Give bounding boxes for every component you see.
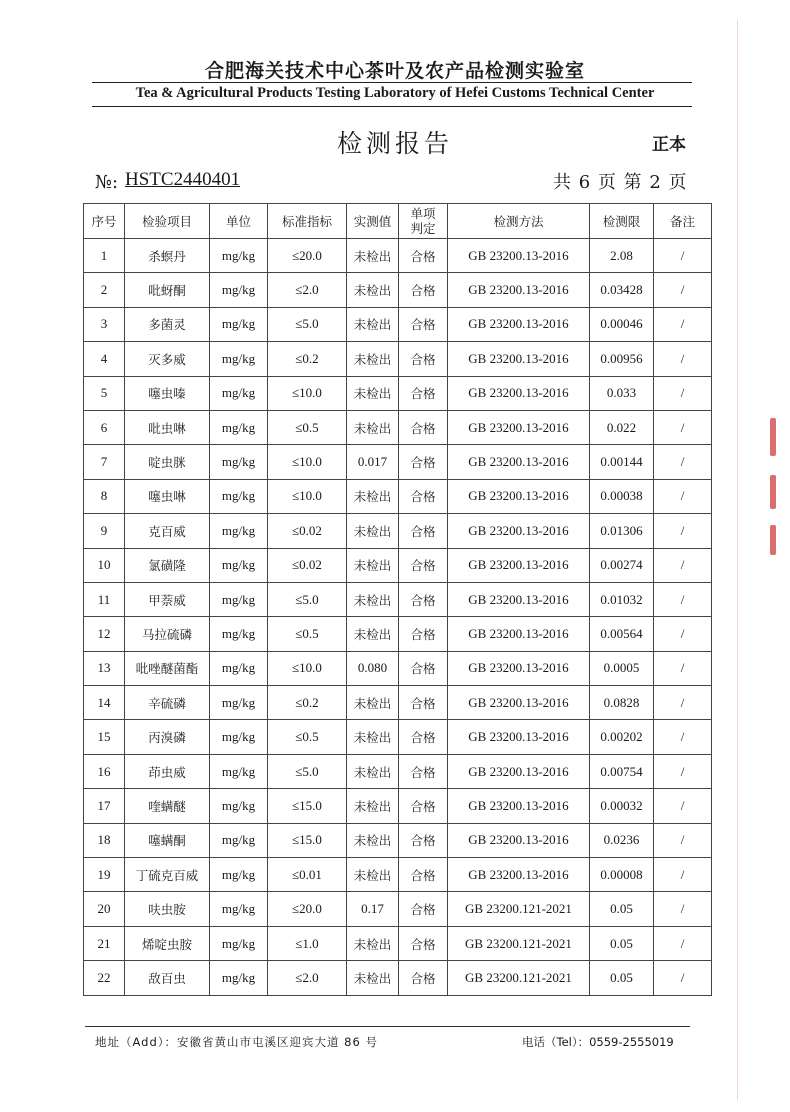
cell-col-unit: mg/kg [210, 720, 268, 754]
cell-col-standard: ≤2.0 [268, 273, 347, 307]
header-rule-lower [92, 106, 692, 107]
cell-col-measured: 未检出 [347, 273, 399, 307]
cell-col-method: GB 23200.13-2016 [448, 617, 590, 651]
cell-col-standard: ≤0.5 [268, 410, 347, 444]
report-number-label: №: [95, 172, 119, 193]
cell-col-unit: mg/kg [210, 514, 268, 548]
cell-col-method: GB 23200.13-2016 [448, 582, 590, 616]
cell-col-standard: ≤0.5 [268, 720, 347, 754]
cell-col-judgement: 合格 [399, 720, 448, 754]
footer-rule [85, 1026, 690, 1027]
cell-col-item: 克百威 [125, 514, 210, 548]
cell-col-unit: mg/kg [210, 858, 268, 892]
cell-col-method: GB 23200.13-2016 [448, 720, 590, 754]
cell-col-index: 13 [84, 651, 125, 685]
cell-col-judgement: 合格 [399, 686, 448, 720]
table-row [84, 754, 712, 788]
cell-col-judgement: 合格 [399, 479, 448, 513]
table-body [84, 239, 712, 996]
footer-address: 地址（Add）：安徽省黄山市屯溪区迎宾大道 86 号 [95, 1035, 378, 1049]
cell-col-item: 马拉硫磷 [125, 617, 210, 651]
report-number: HSTC2440401 [125, 169, 241, 190]
cell-col-limit: 0.05 [590, 892, 654, 926]
cell-col-method: GB 23200.13-2016 [448, 410, 590, 444]
header-col-standard: 标准指标 [268, 204, 347, 239]
cell-col-unit: mg/kg [210, 342, 268, 376]
header-col-measured: 实测值 [347, 204, 399, 239]
cell-col-method: GB 23200.121-2021 [448, 892, 590, 926]
cell-col-unit: mg/kg [210, 582, 268, 616]
table-row [84, 376, 712, 410]
cell-col-remark: / [654, 720, 712, 754]
cell-col-standard: ≤0.2 [268, 686, 347, 720]
cell-col-measured: 未检出 [347, 823, 399, 857]
cell-col-limit: 0.00274 [590, 548, 654, 582]
table-row [84, 410, 712, 444]
cell-col-measured: 未检出 [347, 376, 399, 410]
cell-col-index: 18 [84, 823, 125, 857]
cell-col-method: GB 23200.13-2016 [448, 858, 590, 892]
cell-col-judgement: 合格 [399, 514, 448, 548]
table-row [84, 582, 712, 616]
table-row [84, 961, 712, 995]
cell-col-unit: mg/kg [210, 961, 268, 995]
cell-col-standard: ≤15.0 [268, 823, 347, 857]
cell-col-method: GB 23200.13-2016 [448, 239, 590, 273]
cell-col-item: 杀螟丹 [125, 239, 210, 273]
cell-col-unit: mg/kg [210, 754, 268, 788]
cell-col-measured: 未检出 [347, 548, 399, 582]
cell-col-item: 甲萘威 [125, 582, 210, 616]
cell-col-index: 10 [84, 548, 125, 582]
cell-col-method: GB 23200.13-2016 [448, 789, 590, 823]
cell-col-item: 吡唑醚菌酯 [125, 651, 210, 685]
table-row [84, 926, 712, 960]
cell-col-index: 8 [84, 479, 125, 513]
cell-col-judgement: 合格 [399, 307, 448, 341]
table-row [84, 445, 712, 479]
header-col-limit: 检测限 [590, 204, 654, 239]
cell-col-judgement: 合格 [399, 754, 448, 788]
cell-col-measured: 未检出 [347, 342, 399, 376]
seal-fragment-bottom [770, 525, 776, 555]
cell-col-index: 21 [84, 926, 125, 960]
results-table [83, 203, 712, 996]
cell-col-method: GB 23200.121-2021 [448, 926, 590, 960]
cell-col-standard: ≤0.2 [268, 342, 347, 376]
header-col-judgement: 单项 判定 [399, 204, 448, 239]
cell-col-remark: / [654, 961, 712, 995]
cell-col-unit: mg/kg [210, 273, 268, 307]
page-info: 共 6 页 第 2 页 [553, 172, 688, 193]
cell-col-method: GB 23200.13-2016 [448, 479, 590, 513]
cell-col-method: GB 23200.13-2016 [448, 514, 590, 548]
header-rule [92, 82, 692, 83]
cell-col-measured: 未检出 [347, 582, 399, 616]
cell-col-measured: 未检出 [347, 926, 399, 960]
cell-col-measured: 0.17 [347, 892, 399, 926]
lab-name-en: Tea & Agricultural Products Testing Laboratory of Hefei Customs Technical Center [135, 85, 655, 101]
cell-col-index: 2 [84, 273, 125, 307]
cell-col-item: 呋虫胺 [125, 892, 210, 926]
cell-col-index: 11 [84, 582, 125, 616]
cell-col-item: 吡虫啉 [125, 410, 210, 444]
cell-col-judgement: 合格 [399, 651, 448, 685]
cell-col-standard: ≤1.0 [268, 926, 347, 960]
cell-col-unit: mg/kg [210, 445, 268, 479]
cell-col-unit: mg/kg [210, 479, 268, 513]
cell-col-judgement: 合格 [399, 892, 448, 926]
cell-col-item: 烯啶虫胺 [125, 926, 210, 960]
report-title: 检测报告 [336, 129, 453, 158]
cell-col-item: 噻螨酮 [125, 823, 210, 857]
cell-col-limit: 2.08 [590, 239, 654, 273]
cell-col-standard: ≤10.0 [268, 651, 347, 685]
cell-col-remark: / [654, 686, 712, 720]
cell-col-unit: mg/kg [210, 376, 268, 410]
cell-col-remark: / [654, 445, 712, 479]
cell-col-item: 噻虫啉 [125, 479, 210, 513]
cell-col-index: 12 [84, 617, 125, 651]
cell-col-index: 17 [84, 789, 125, 823]
header-col-index: 序号 [84, 204, 125, 239]
cell-col-standard: ≤5.0 [268, 307, 347, 341]
cell-col-index: 14 [84, 686, 125, 720]
table-row [84, 858, 712, 892]
cell-col-judgement: 合格 [399, 789, 448, 823]
cell-col-judgement: 合格 [399, 617, 448, 651]
cell-col-index: 6 [84, 410, 125, 444]
cell-col-standard: ≤2.0 [268, 961, 347, 995]
cell-col-remark: / [654, 754, 712, 788]
lab-name-cn: 合肥海关技术中心茶叶及农产品检测实验室 [204, 60, 585, 82]
cell-col-index: 5 [84, 376, 125, 410]
cell-col-unit: mg/kg [210, 239, 268, 273]
cell-col-measured: 未检出 [347, 858, 399, 892]
cell-col-limit: 0.05 [590, 926, 654, 960]
table-row [84, 892, 712, 926]
cell-col-judgement: 合格 [399, 961, 448, 995]
cell-col-remark: / [654, 651, 712, 685]
cell-col-measured: 未检出 [347, 686, 399, 720]
table-row [84, 342, 712, 376]
cell-col-measured: 未检出 [347, 617, 399, 651]
cell-col-item: 辛硫磷 [125, 686, 210, 720]
cell-col-method: GB 23200.13-2016 [448, 376, 590, 410]
cell-col-limit: 0.00202 [590, 720, 654, 754]
cell-col-limit: 0.00564 [590, 617, 654, 651]
cell-col-method: GB 23200.13-2016 [448, 273, 590, 307]
cell-col-item: 灭多威 [125, 342, 210, 376]
cell-col-judgement: 合格 [399, 239, 448, 273]
cell-col-remark: / [654, 617, 712, 651]
cell-col-measured: 未检出 [347, 239, 399, 273]
cell-col-method: GB 23200.13-2016 [448, 823, 590, 857]
cell-col-remark: / [654, 926, 712, 960]
cell-col-remark: / [654, 410, 712, 444]
cell-col-item: 喹螨醚 [125, 789, 210, 823]
cell-col-unit: mg/kg [210, 892, 268, 926]
cell-col-unit: mg/kg [210, 823, 268, 857]
page-edge-mark [737, 20, 738, 1100]
cell-col-measured: 0.017 [347, 445, 399, 479]
cell-col-limit: 0.0236 [590, 823, 654, 857]
cell-col-remark: / [654, 273, 712, 307]
cell-col-unit: mg/kg [210, 789, 268, 823]
header-col-item: 检验项目 [125, 204, 210, 239]
cell-col-standard: ≤0.02 [268, 514, 347, 548]
cell-col-standard: ≤0.5 [268, 617, 347, 651]
cell-col-measured: 未检出 [347, 754, 399, 788]
cell-col-method: GB 23200.13-2016 [448, 686, 590, 720]
table-row [84, 789, 712, 823]
seal-fragment-top [770, 418, 776, 456]
cell-col-remark: / [654, 823, 712, 857]
cell-col-judgement: 合格 [399, 582, 448, 616]
cell-col-standard: ≤10.0 [268, 376, 347, 410]
cell-col-judgement: 合格 [399, 273, 448, 307]
cell-col-item: 丁硫克百威 [125, 858, 210, 892]
header-col-unit: 单位 [210, 204, 268, 239]
seal-fragment-middle [770, 475, 776, 509]
table-row [84, 307, 712, 341]
cell-col-remark: / [654, 514, 712, 548]
table-header-row [84, 204, 712, 239]
cell-col-limit: 0.03428 [590, 273, 654, 307]
footer-phone: 电话（Tel）：0559-2555019 [522, 1035, 674, 1049]
table-row [84, 479, 712, 513]
cell-col-method: GB 23200.13-2016 [448, 548, 590, 582]
cell-col-limit: 0.00046 [590, 307, 654, 341]
table-row [84, 239, 712, 273]
table-row [84, 720, 712, 754]
cell-col-index: 3 [84, 307, 125, 341]
cell-col-measured: 0.080 [347, 651, 399, 685]
cell-col-remark: / [654, 239, 712, 273]
cell-col-measured: 未检出 [347, 410, 399, 444]
cell-col-remark: / [654, 892, 712, 926]
cell-col-remark: / [654, 307, 712, 341]
table-row [84, 823, 712, 857]
table-row [84, 548, 712, 582]
cell-col-limit: 0.0005 [590, 651, 654, 685]
cell-col-remark: / [654, 582, 712, 616]
cell-col-judgement: 合格 [399, 410, 448, 444]
table-row [84, 686, 712, 720]
cell-col-standard: ≤0.01 [268, 858, 347, 892]
cell-col-judgement: 合格 [399, 548, 448, 582]
cell-col-method: GB 23200.13-2016 [448, 754, 590, 788]
cell-col-limit: 0.01032 [590, 582, 654, 616]
cell-col-standard: ≤5.0 [268, 582, 347, 616]
cell-col-unit: mg/kg [210, 617, 268, 651]
cell-col-method: GB 23200.13-2016 [448, 342, 590, 376]
cell-col-standard: ≤15.0 [268, 789, 347, 823]
cell-col-limit: 0.00038 [590, 479, 654, 513]
cell-col-item: 多菌灵 [125, 307, 210, 341]
cell-col-standard: ≤5.0 [268, 754, 347, 788]
cell-col-index: 20 [84, 892, 125, 926]
cell-col-judgement: 合格 [399, 445, 448, 479]
cell-col-unit: mg/kg [210, 307, 268, 341]
cell-col-limit: 0.033 [590, 376, 654, 410]
cell-col-index: 7 [84, 445, 125, 479]
cell-col-standard: ≤10.0 [268, 445, 347, 479]
cell-col-limit: 0.00956 [590, 342, 654, 376]
header-col-remark: 备注 [654, 204, 712, 239]
cell-col-judgement: 合格 [399, 926, 448, 960]
table-row [84, 514, 712, 548]
cell-col-measured: 未检出 [347, 514, 399, 548]
cell-col-unit: mg/kg [210, 686, 268, 720]
cell-col-method: GB 23200.13-2016 [448, 307, 590, 341]
cell-col-limit: 0.00032 [590, 789, 654, 823]
cell-col-unit: mg/kg [210, 926, 268, 960]
cell-col-standard: ≤20.0 [268, 892, 347, 926]
cell-col-remark: / [654, 342, 712, 376]
cell-col-limit: 0.00008 [590, 858, 654, 892]
cell-col-judgement: 合格 [399, 342, 448, 376]
cell-col-limit: 0.022 [590, 410, 654, 444]
cell-col-index: 22 [84, 961, 125, 995]
table-row [84, 651, 712, 685]
cell-col-item: 敌百虫 [125, 961, 210, 995]
cell-col-limit: 0.00144 [590, 445, 654, 479]
table-row [84, 617, 712, 651]
cell-col-judgement: 合格 [399, 858, 448, 892]
cell-col-method: GB 23200.121-2021 [448, 961, 590, 995]
cell-col-measured: 未检出 [347, 720, 399, 754]
cell-col-item: 噻虫嗪 [125, 376, 210, 410]
cell-col-remark: / [654, 479, 712, 513]
cell-col-remark: / [654, 548, 712, 582]
cell-col-remark: / [654, 789, 712, 823]
cell-col-measured: 未检出 [347, 479, 399, 513]
cell-col-method: GB 23200.13-2016 [448, 445, 590, 479]
cell-col-remark: / [654, 858, 712, 892]
cell-col-limit: 0.0828 [590, 686, 654, 720]
cell-col-item: 吡蚜酮 [125, 273, 210, 307]
header-col-method: 检测方法 [448, 204, 590, 239]
table-row [84, 273, 712, 307]
copy-type: 正本 [652, 135, 686, 155]
cell-col-judgement: 合格 [399, 823, 448, 857]
cell-col-item: 丙溴磷 [125, 720, 210, 754]
cell-col-standard: ≤10.0 [268, 479, 347, 513]
cell-col-item: 氯磺隆 [125, 548, 210, 582]
cell-col-index: 15 [84, 720, 125, 754]
cell-col-limit: 0.01306 [590, 514, 654, 548]
cell-col-index: 16 [84, 754, 125, 788]
cell-col-index: 4 [84, 342, 125, 376]
cell-col-remark: / [654, 376, 712, 410]
cell-col-measured: 未检出 [347, 961, 399, 995]
cell-col-index: 19 [84, 858, 125, 892]
cell-col-unit: mg/kg [210, 548, 268, 582]
cell-col-item: 啶虫脒 [125, 445, 210, 479]
cell-col-limit: 0.00754 [590, 754, 654, 788]
cell-col-unit: mg/kg [210, 651, 268, 685]
cell-col-limit: 0.05 [590, 961, 654, 995]
cell-col-judgement: 合格 [399, 376, 448, 410]
cell-col-index: 9 [84, 514, 125, 548]
cell-col-method: GB 23200.13-2016 [448, 651, 590, 685]
cell-col-item: 茚虫威 [125, 754, 210, 788]
cell-col-unit: mg/kg [210, 410, 268, 444]
cell-col-standard: ≤20.0 [268, 239, 347, 273]
cell-col-standard: ≤0.02 [268, 548, 347, 582]
cell-col-index: 1 [84, 239, 125, 273]
cell-col-measured: 未检出 [347, 789, 399, 823]
cell-col-measured: 未检出 [347, 307, 399, 341]
